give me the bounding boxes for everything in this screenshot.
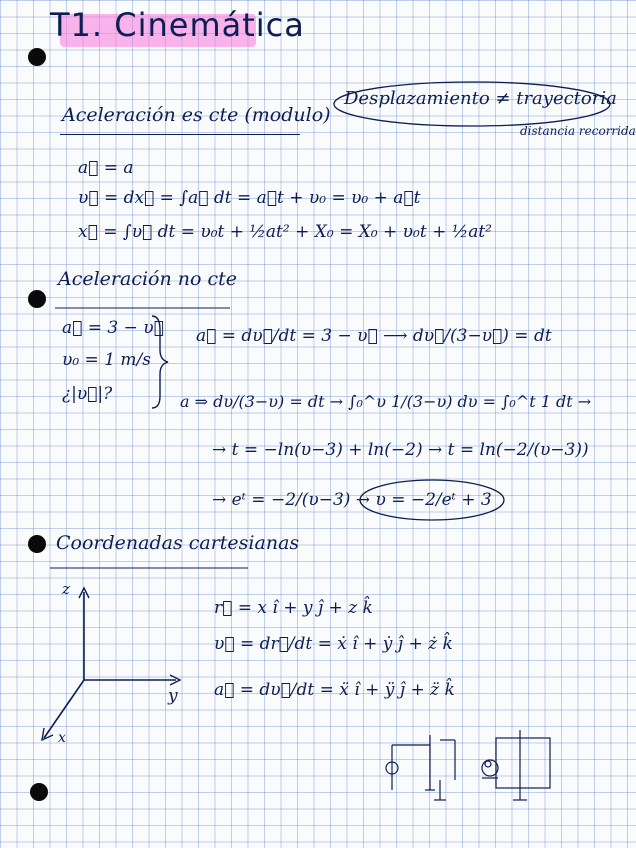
s2-step-3: → t = −ln(υ−3) + ln(−2) → t = ln(−2/(υ−3)) (212, 440, 589, 460)
note-displacement: Desplazamiento ≠ trayectoria (344, 88, 617, 109)
given-v0: υ₀ = 1 m/s (62, 350, 151, 370)
given-accel: a⃗ = 3 − υ⃗ (62, 318, 164, 338)
doodle-circuit-left (386, 735, 455, 800)
axis-z-label: z (62, 580, 70, 598)
s2-step-4: → eᵗ = −2/(υ−3) → υ = −2/eᵗ + 3 (212, 490, 492, 510)
s1-line-3: x⃗ = ∫υ⃗ dt = υ₀t + ½at² + X₀ = X₀ + υ₀t + ½at² (78, 222, 492, 242)
page-title: T1. Cinemática (50, 6, 305, 44)
s3-acceleration: a⃗ = dυ⃗/dt = ẍ î + ÿ ĵ + z̈ k̂ (214, 680, 455, 700)
section-1-heading: Aceleración es cte (modulo) (62, 104, 331, 126)
s3-velocity: υ⃗ = dr⃗/dt = ẋ î + ẏ ĵ + ż k̂ (214, 634, 453, 654)
s2-step-2: a ⇒ dυ/(3−υ) = dt → ∫₀^υ 1/(3−υ) dυ = ∫₀^t 1 dt → (180, 392, 592, 411)
section-3-heading: Coordenadas cartesianas (56, 532, 300, 554)
note-distance: distancia recorrida (520, 124, 636, 138)
s1-line-2: υ⃗ = dx⃗ = ∫a⃗ dt = a⃗t + υ₀ = υ₀ + a⃗t (78, 188, 421, 208)
s1-line-1: a⃗ = a (78, 158, 134, 178)
given-question: ¿|υ⃗|? (62, 384, 113, 404)
doodle-circuit-right (482, 730, 550, 800)
axis-x-label: x (58, 730, 66, 746)
s3-position: r⃗ = x î + y ĵ + z k̂ (214, 598, 373, 618)
section-2-heading: Aceleración no cte (58, 268, 238, 290)
s2-step-1: a⃗ = dυ⃗/dt = 3 − υ⃗ ⟶ dυ⃗/(3−υ⃗) = dt (196, 326, 552, 346)
axis-y-label: y (168, 686, 178, 706)
